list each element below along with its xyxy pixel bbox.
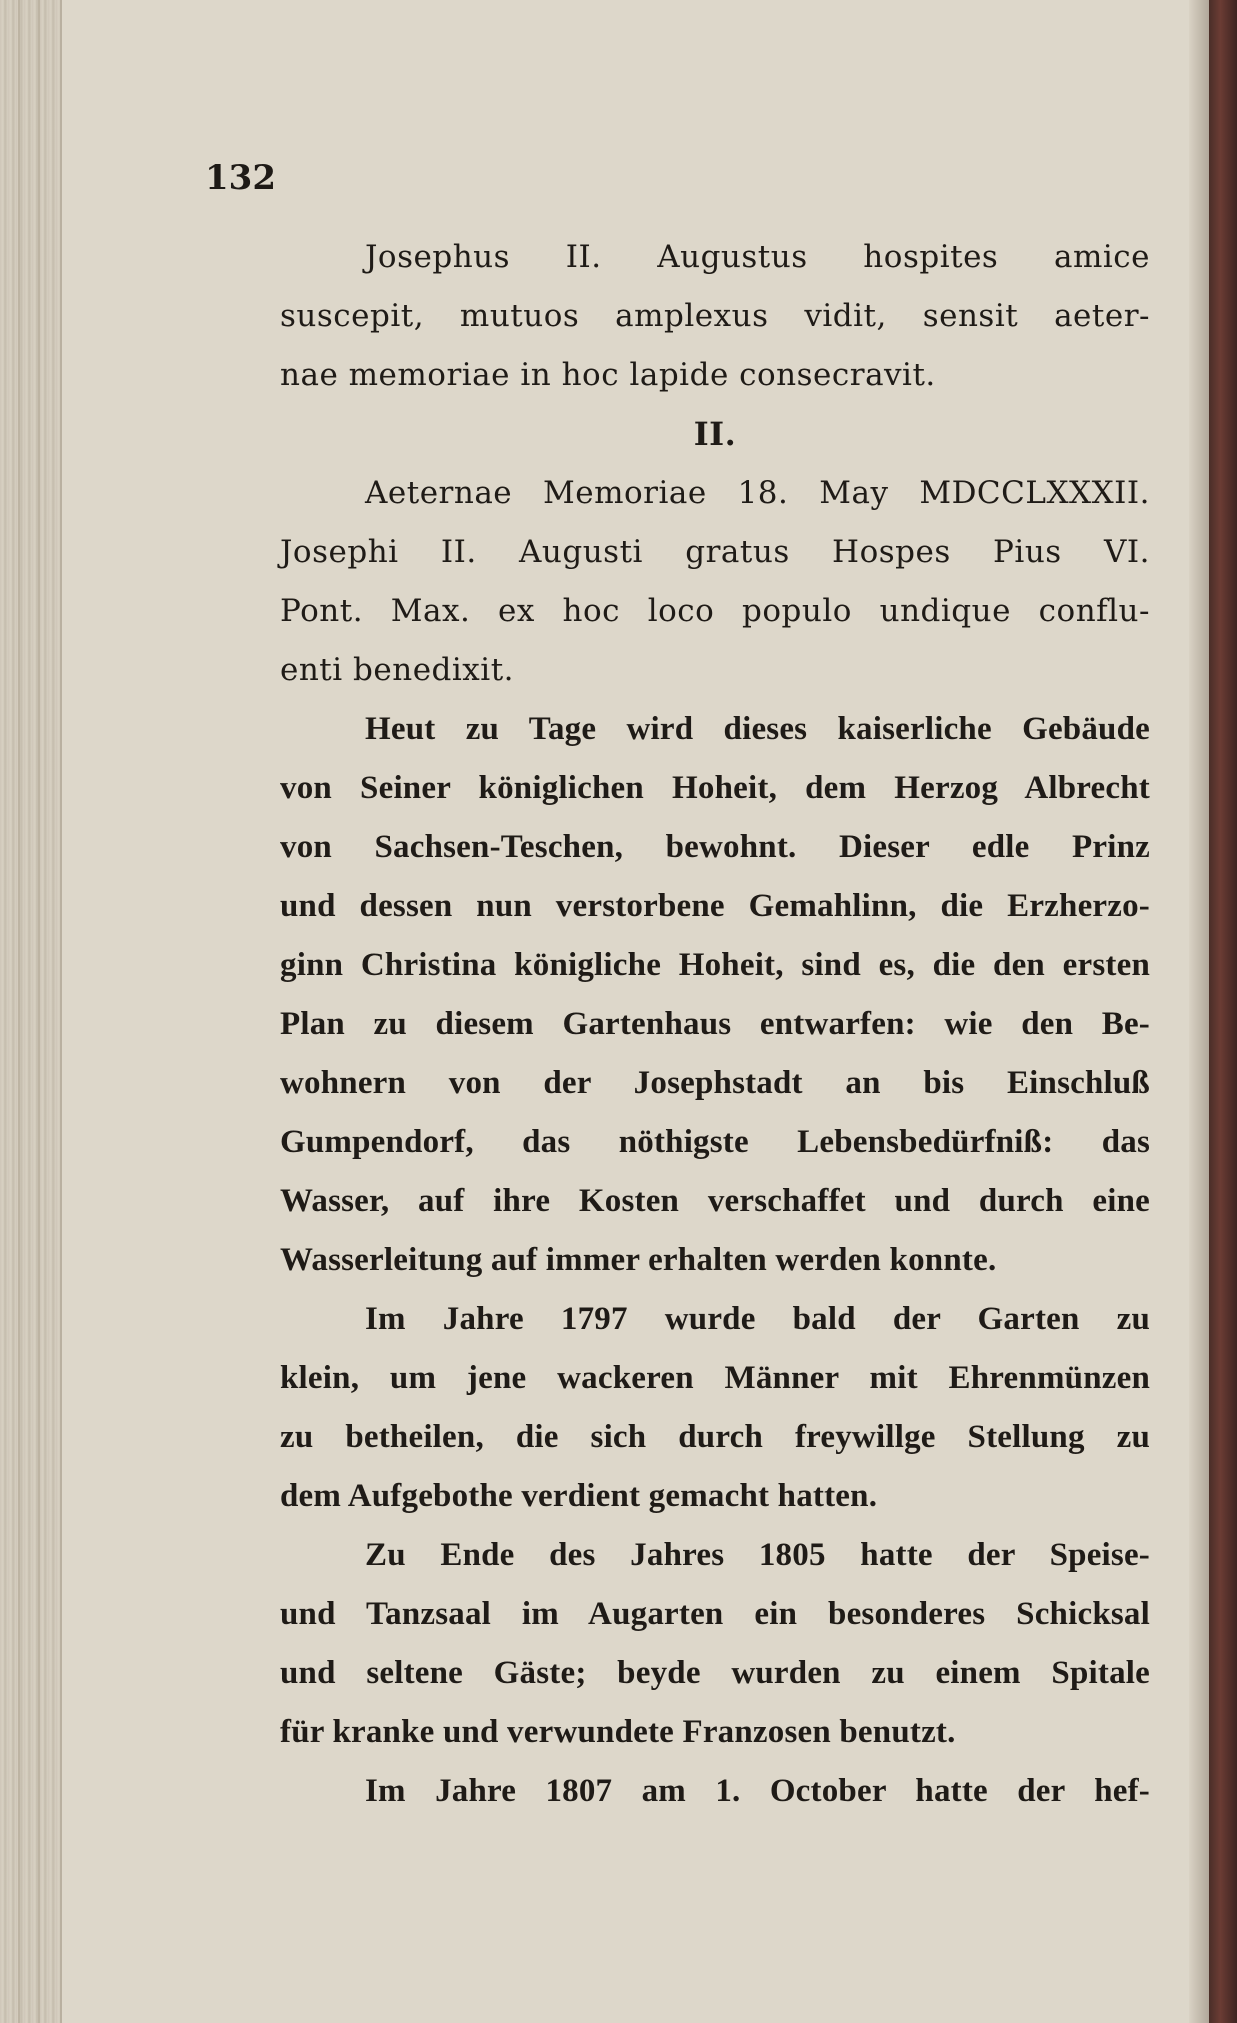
text-line: und Tanzsaal im Augarten ein besonderes Schicksal [280,1596,1150,1632]
text-line: von Seiner königlichen Hoheit, dem Herzog Albrecht [280,770,1150,806]
text-line: von Sachsen-Teschen, bewohnt. Dieser edle Prinz [280,829,1150,865]
text-line: Im Jahre 1807 am 1. October hatte der hef- [365,1773,1150,1809]
section-heading: II. [693,415,737,453]
text-line: und dessen nun verstorbene Gemahlinn, die Erzherzo- [280,888,1150,924]
text-line: Wasserleitung auf immer erhalten werden konnte. [280,1242,997,1278]
book-binding [1209,0,1237,2023]
text-line: Josephus II. Augustus hospites amice [365,239,1150,275]
text-line: für kranke und verwundete Franzosen benutzt. [280,1714,956,1750]
page-edge-line [18,0,20,2023]
text-line: Zu Ende des Jahres 1805 hatte der Speise- [365,1537,1150,1573]
text-line: Wasser, auf ihre Kosten verschaffet und durch eine [280,1183,1150,1219]
text-line: ginn Christina königliche Hoheit, sind es, die den ersten [280,947,1150,983]
page-text [280,228,1150,1821]
text-line: wohnern von der Josephstadt an bis Einschluß [280,1065,1150,1101]
text-line: und seltene Gäste; beyde wurden zu einem Spitale [280,1655,1150,1691]
text-line: klein, um jene wackeren Männer mit Ehrenmünzen [280,1360,1150,1396]
text-line: Josephi II. Augusti gratus Hospes Pius VI. [280,534,1150,570]
text-line: Heut zu Tage wird dieses kaiserliche Gebäude [365,711,1150,747]
text-line: Aeternae Memoriae 18. May MDCCLXXXII. [365,475,1150,511]
page-stack-edge [0,0,62,2023]
page-number: 132 [205,158,276,198]
text-line: Pont. Max. ex hoc loco populo undique conflu- [280,593,1150,629]
text-line: dem Aufgebothe verdient gemacht hatten. [280,1478,878,1514]
text-line: Im Jahre 1797 wurde bald der Garten zu [365,1301,1150,1337]
text-line: Gumpendorf, das nöthigste Lebensbedürfniß: das [280,1124,1150,1160]
page-edge-line [38,0,40,2023]
text-line: suscepit, mutuos amplexus vidit, sensit aeter- [280,298,1150,334]
text-line: enti benedixit. [280,652,515,688]
text-line: nae memoriae in hoc lapide consecravit. [280,357,936,393]
binding-shadow [1189,0,1209,2023]
text-line: zu betheilen, die sich durch freywillge Stellung zu [280,1419,1150,1455]
text-line: Plan zu diesem Gartenhaus entwarfen: wie den Be- [280,1006,1150,1042]
